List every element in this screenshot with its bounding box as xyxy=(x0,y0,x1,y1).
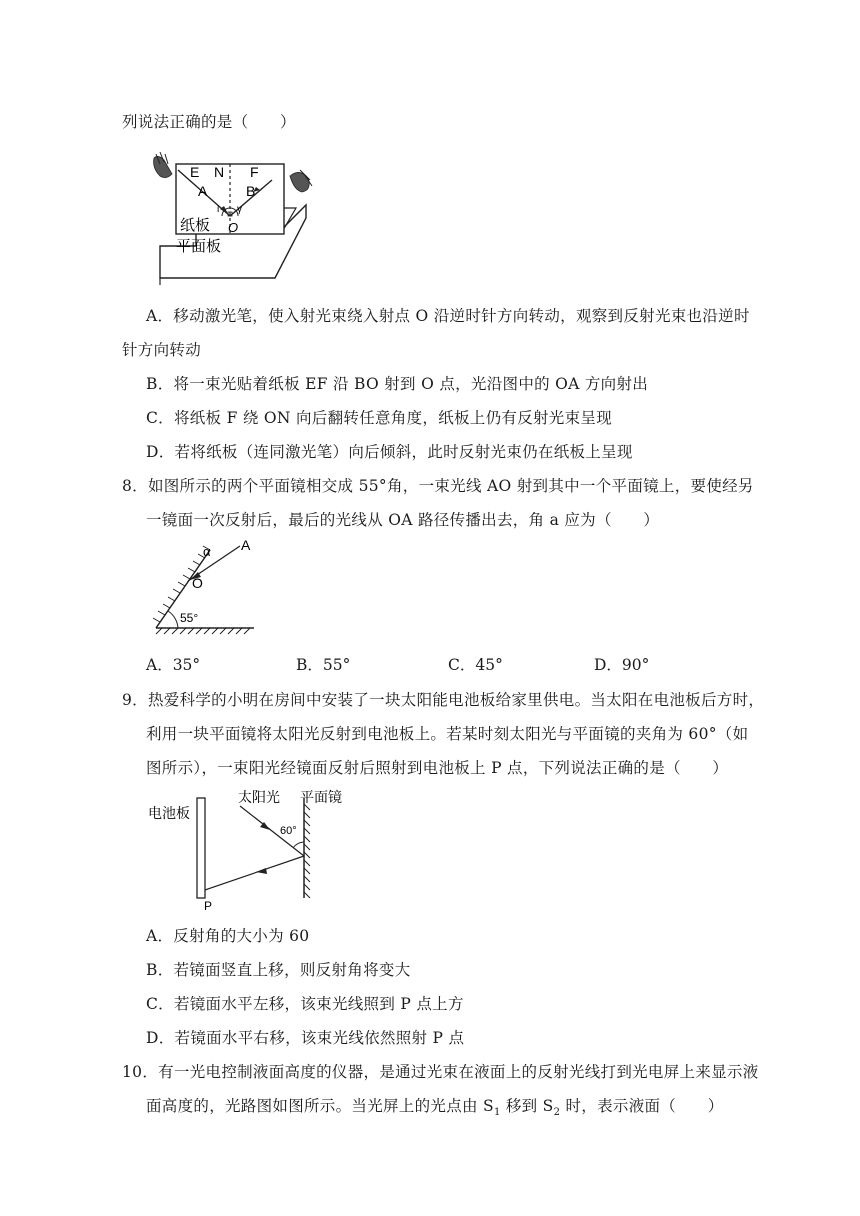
fig7-label-O: O xyxy=(228,220,239,235)
q9-option-d: D．若镜面水平右移，该束光线依然照射 P 点 xyxy=(146,1029,465,1047)
fig9-mirror-label: 平面镜 xyxy=(300,789,342,805)
q8-stem-line1: 8．如图所示的两个平面镜相交成 55°角，一束光线 AO 射到其中一个平面镜上，要使经另 xyxy=(122,477,754,495)
q7-option-d: D．若将纸板（连同激光笔）向后倾斜，此时反射光束仍在纸板上呈现 xyxy=(146,443,633,461)
q7-option-c: C．将纸板 F 绕 ON 向后翻转任意角度，纸板上仍有反射光束呈现 xyxy=(146,409,612,427)
fig9-panel-label: 电池板 xyxy=(148,805,190,821)
q8-option-b: B．55° xyxy=(296,656,351,674)
fig9-label-P: P xyxy=(204,899,213,913)
fig7-label-E: E xyxy=(190,164,200,180)
q9-option-c: C．若镜面水平左移，该束光线照到 P 点上方 xyxy=(146,995,464,1013)
q8-option-d: D．90° xyxy=(594,656,650,674)
figure-reflection-board xyxy=(150,150,320,285)
q10-stem-line1: 10．有一光电控制液面高度的仪器，是通过光束在液面上的反射光线打到光电屏上来显示液 xyxy=(122,1063,759,1081)
fig7-angle-r: γ xyxy=(237,204,242,215)
fig7-label-B: B xyxy=(246,183,256,199)
fig7-plane-label: 平面板 xyxy=(176,238,222,255)
fig8-label-O: O xyxy=(192,575,203,591)
q8-options xyxy=(146,653,706,675)
q9-stem-line2: 利用一块平面镜将太阳光反射到电池板上。若某时刻太阳光与平面镜的夹角为 60°（如 xyxy=(146,725,749,743)
fig7-label-F: F xyxy=(250,164,259,180)
figure-solar-panel-mirror xyxy=(148,784,358,914)
q7-option-a-line2: 针方向转动 xyxy=(122,341,202,359)
q7-option-b: B．将一束光贴着纸板 EF 沿 BO 射到 O 点，光沿图中的 OA 方向射出 xyxy=(146,375,649,393)
fig9-angle-60: 60° xyxy=(280,825,297,837)
fig7-label-A: A xyxy=(198,183,208,199)
q8-option-c: C．45° xyxy=(448,656,503,674)
fig7-label-N: N xyxy=(214,164,225,180)
fig9-sun-label: 太阳光 xyxy=(238,789,280,805)
q9-option-a: A．反射角的大小为 60 xyxy=(146,927,310,945)
figure-two-mirrors xyxy=(148,532,263,640)
q10-stem-line2: 面高度的，光路图如图所示。当光屏上的光点由 $S_1$ 移到 $S_2$ 时，表示液面（ ） xyxy=(146,1097,724,1119)
q9-stem-line1: 9．热爱科学的小明在房间中安装了一块太阳能电池板给家里供电。当太阳在电池板后方时， xyxy=(122,691,765,709)
fig8-angle-55: 55° xyxy=(180,611,199,625)
q8-option-a: A．35° xyxy=(146,656,201,674)
q8-stem-line2: 一镜面一次反射后，最后的光线从 OA 路径传播出去，角 a 应为（ ） xyxy=(146,511,660,529)
question-7-stem-tail: 列说法正确的是（ ） xyxy=(122,113,296,131)
q9-stem-line3: 图所示），一束阳光经镜面反射后照射到电池板上 P 点，下列说法正确的是（ ） xyxy=(146,759,729,777)
fig8-label-A: A xyxy=(241,537,251,553)
q7-option-a-line1: A．移动激光笔，使入射光束绕入射点 O 沿逆时针方向转动，观察到反射光束也沿逆时 xyxy=(146,307,750,325)
fig8-angle-alpha: α xyxy=(203,544,211,559)
fig7-angle-i: ι xyxy=(217,204,220,215)
fig7-board-label: 纸板 xyxy=(180,217,211,234)
q9-option-b: B．若镜面竖直上移，则反射角将变大 xyxy=(146,961,411,979)
